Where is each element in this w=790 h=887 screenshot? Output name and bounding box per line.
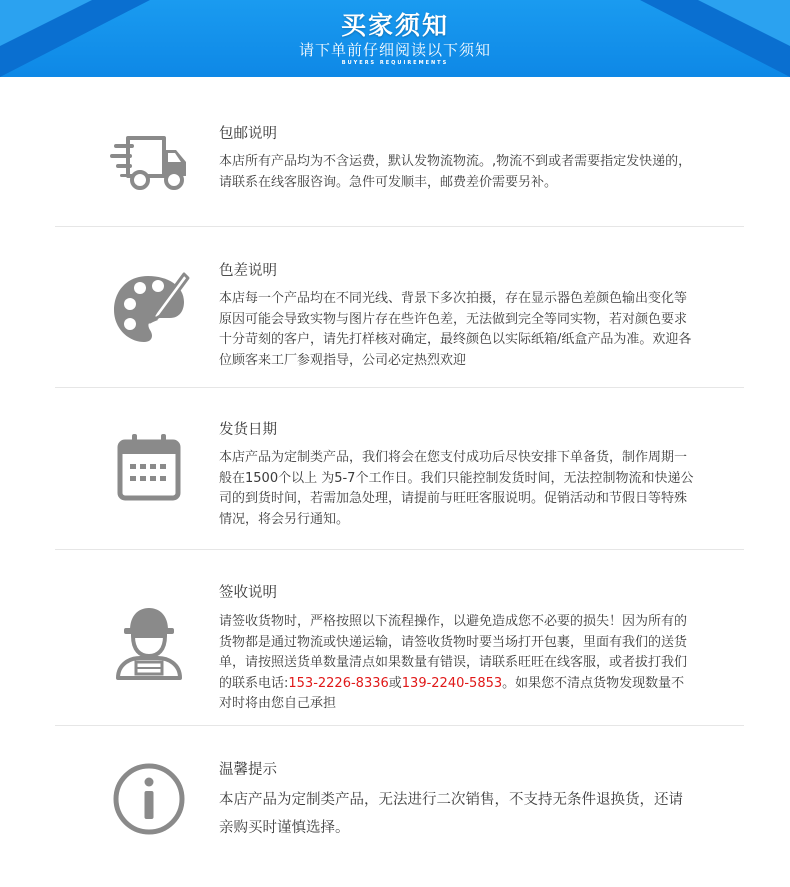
section-title-ship-date: 发货日期	[219, 422, 277, 438]
section-title-shipping: 包邮说明	[219, 126, 277, 142]
info-circle-icon	[108, 758, 190, 840]
section-title-signing: 签收说明	[219, 585, 277, 601]
section-divider	[55, 725, 744, 726]
paint-palette-icon	[108, 268, 190, 350]
delivery-truck-icon	[108, 122, 190, 204]
section-divider	[55, 387, 744, 388]
signing-text-before: 请签收货物时，严格按照以下流程操作，以避免造成您不必要的损失！因为所有的货物都是通过物流或快递运输，请签收货物时要当场打开包裹，里面有我们的送货单，请按照送货单数量清点如果数量有错误，请联系旺旺在线客服，或者拔打我们的联系电话:	[219, 614, 688, 691]
phone-number-1[interactable]: 153-2226-8336	[288, 675, 389, 691]
section-body-signing	[219, 612, 697, 715]
courier-worker-icon	[108, 600, 190, 682]
section-body-reminder: 本店产品为定制类产品，无法进行二次销售，不支持无条件退换货，还请亲购买时谨慎选择。	[219, 792, 683, 836]
header-banner	[0, 0, 790, 77]
page-title: 买家须知	[340, 11, 449, 40]
section-body-shipping: 本店所有产品均为不含运费，默认发物流物流。,物流不到或者需要指定发快递的，请联系在线客服咨询。急件可发顺丰，邮费差价需要另补。	[219, 154, 692, 190]
phone-separator: 或	[388, 675, 402, 691]
section-body-color-difference: 本店每一个产品均在不同光线、背景下多次拍摄，存在显示器色差颜色输出变化等原因可能会导致实物与图片存在些许色差，无法做到完全等同实物，若对颜色要求十分苛刻的客户，请先打样核对确定，最终颜色以实际纸箱/纸盒产品为准。欢迎各位顾客来工厂参观指导，公司必定热烈欢迎	[219, 291, 692, 368]
signing-text-after: 。如果您不清点货物发现数量不对时将由您自己承担	[219, 675, 685, 711]
calendar-icon	[108, 428, 190, 510]
section-title-reminder: 温馨提示	[219, 762, 277, 778]
phone-number-2[interactable]: 139-2240-5853	[401, 675, 503, 691]
page-subtitle: 请下单前仔细阅读以下须知	[298, 41, 491, 59]
section-divider	[55, 226, 744, 227]
section-title-color-difference: 色差说明	[219, 263, 277, 279]
section-divider	[55, 549, 744, 550]
section-body-ship-date: 本店产品为定制类产品，我们将会在您支付成功后尽快安排下单备货，制作周期一般在1500个以上 为5-7个工作日。我们只能控制发货时间，无法控制物流和快递公司的到货时间，若需加急处理，请提前与旺旺客服说明。促销活动和节假日等特殊情况，将会另行通知。	[219, 450, 694, 527]
page-subtitle-english: BUYERS REQUIREMENTS	[341, 60, 449, 66]
